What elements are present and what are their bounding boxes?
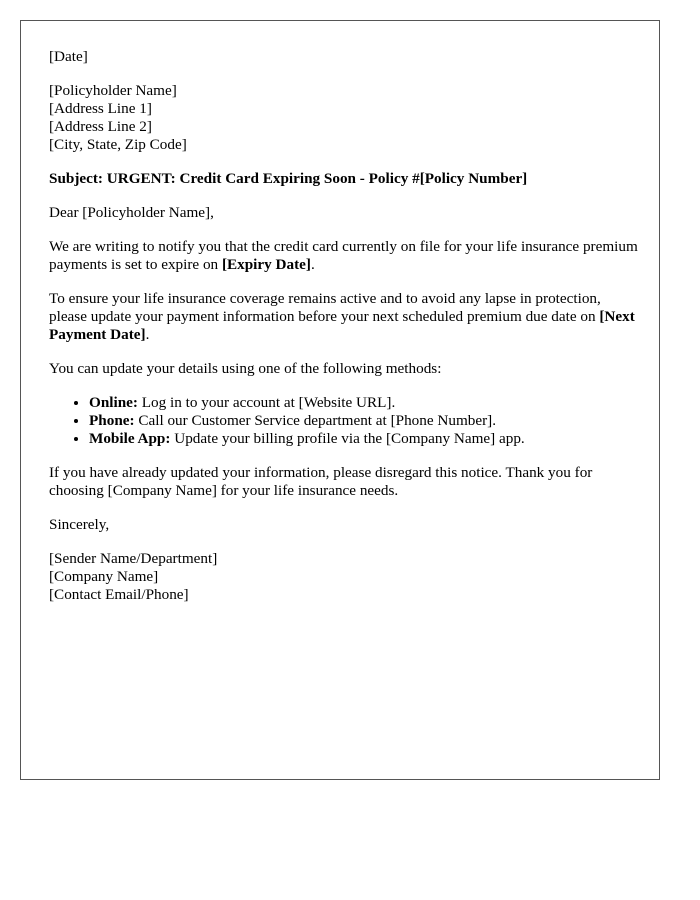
letter-closing: Sincerely, <box>49 516 110 533</box>
recipient-address-line-1: [Address Line 1] <box>49 100 152 117</box>
method-text-mobile-app: Update your billing profile via the [Company Name] app. <box>170 430 525 447</box>
method-text-phone: Call our Customer Service department at [Phone Number]. <box>134 412 497 429</box>
method-label-phone: Phone: <box>89 412 135 429</box>
letter-date: [Date] <box>49 48 88 65</box>
method-label-mobile-app: Mobile App: <box>89 430 171 447</box>
signature-block <box>49 550 639 604</box>
update-methods-list <box>49 394 639 448</box>
letter-subject: Subject: URGENT: Credit Card Expiring Soon - Policy #[Policy Number] <box>49 170 528 187</box>
list-item-mobile-app <box>89 430 639 448</box>
paragraph-update-request <box>49 290 639 344</box>
sender-company-name: [Company Name] <box>49 568 159 585</box>
paragraph-update-request-text: To ensure your life insurance coverage remains active and to avoid any lapse in protection, please update your payment information before your next scheduled premium due date on <box>49 290 601 325</box>
list-item-phone <box>89 412 639 430</box>
letter-page <box>20 20 660 780</box>
recipient-address-block <box>49 82 639 154</box>
next-payment-date-placeholder: [Next Payment Date] <box>49 308 635 343</box>
paragraph-notification <box>49 238 639 274</box>
method-text-online: Log in to your account at [Website URL]. <box>137 394 396 411</box>
method-label-online: Online: <box>89 394 138 411</box>
sender-contact: [Contact Email/Phone] <box>49 586 189 603</box>
recipient-name: [Policyholder Name] <box>49 82 177 99</box>
sender-name-department: [Sender Name/Department] <box>49 550 218 567</box>
recipient-address-line-2: [Address Line 2] <box>49 118 152 135</box>
paragraph-notification-text: We are writing to notify you that the credit card currently on file for your life insurance premium payments is set to expire on <box>49 238 638 273</box>
letter-body <box>49 48 639 620</box>
letter-salutation: Dear [Policyholder Name], <box>49 204 214 221</box>
expiry-date-placeholder: [Expiry Date] <box>221 256 311 273</box>
list-item-online <box>89 394 639 412</box>
recipient-city-state-zip: [City, State, Zip Code] <box>49 136 187 153</box>
paragraph-methods-intro: You can update your details using one of the following methods: <box>49 360 442 377</box>
paragraph-disregard-notice: If you have already updated your information, please disregard this notice. Thank you for choosing [Company Name] for your life insurance needs. <box>49 464 593 499</box>
paragraph-update-request-end: . <box>145 326 150 343</box>
paragraph-notification-end: . <box>310 256 315 273</box>
